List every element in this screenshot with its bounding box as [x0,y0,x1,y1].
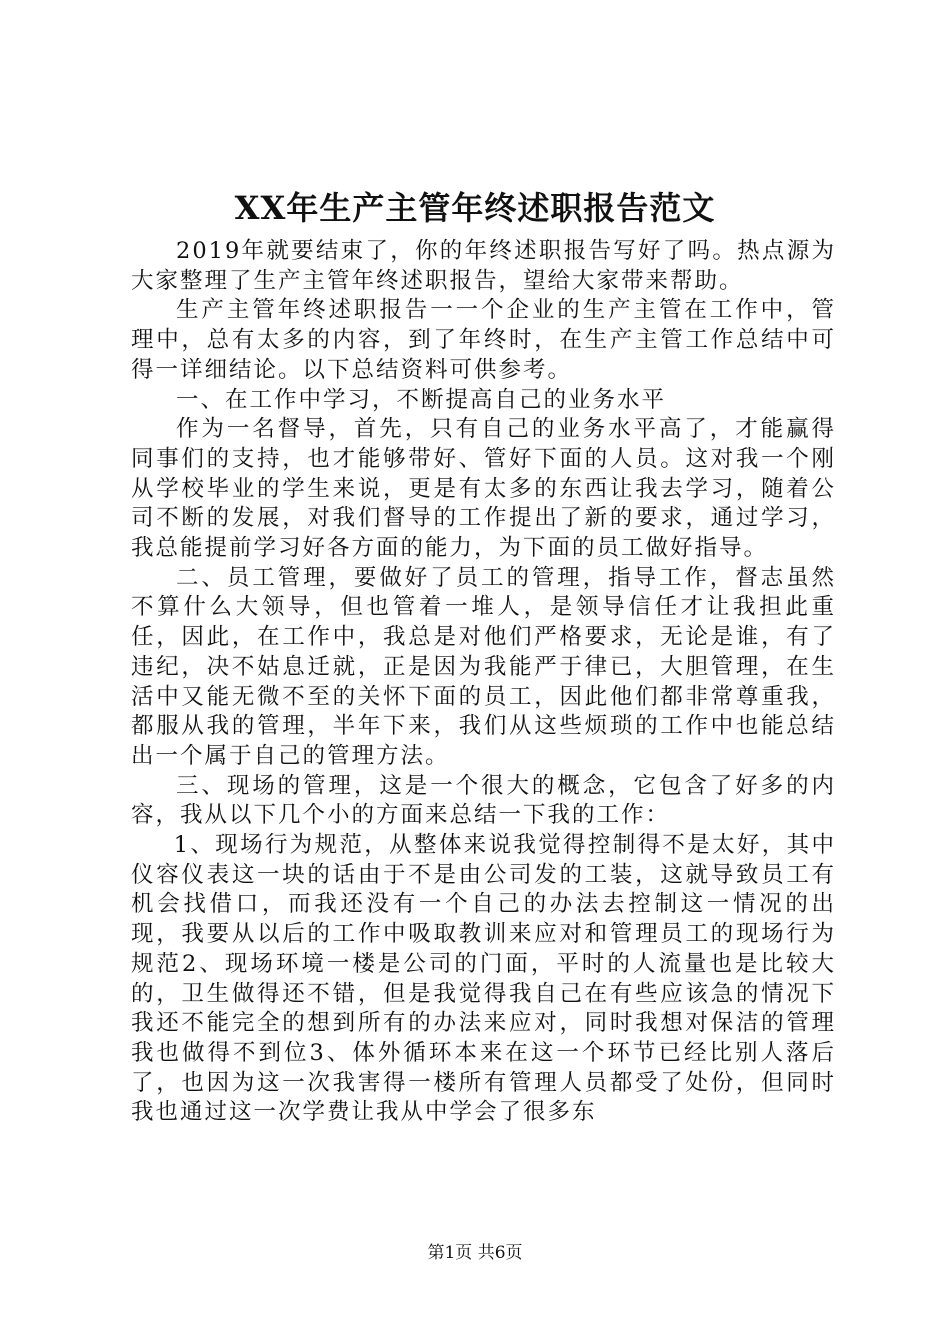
page-number: 第1页 共6页 [427,1243,523,1263]
paragraph-section-3-items: 1、现场行为规范，从整体来说我觉得控制得不是太好，其中仪容仪表这一块的话由于不是由公司发的工装，这就导致员工有机会找借口，而我还没有一个自己的办法去控制这一情况的出现，我要从以后的工作中吸取教训来应对和管理员工的现场行为规范2、现场环境一楼是公司的门面，平时的人流量也是比较大的，卫生做得还不错，但是我觉得我自己在有些应该急的情况下我还不能完全的想到所有的办法来应对，同时我想对保洁的管理我也做得不到位3、体外循环本来在这一个环节已经比别人落后了，也因为这一次我害得一楼所有管理人员都受了处份，但同时我也通过这一次学费让我从中学会了很多东 [131,832,836,1126]
paragraph-section-1: 作为一名督导，首先，只有自己的业务水平高了，才能赢得同事们的支持，也才能够带好、管好下面的人员。这对我一个刚从学校毕业的学生来说，更是有太多的东西让我去学习，随着公司不断的发展，对我们督导的工作提出了新的要求，通过学习，我总能提前学习好各方面的能力，为下面的员工做好指导。 [131,416,836,562]
section-heading-1: 一、在工作中学习，不断提高自己的业务水平 [176,386,667,413]
paragraph-section-3: 三、现场的管理，这是一个很大的概念，它包含了好多的内容，我从以下几个小的方面来总结一下我的工作： [131,772,836,829]
paragraph-intro: 2019年就要结束了，你的年终述职报告写好了吗。热点源为大家整理了生产主管年终述职报告，望给大家带来帮助。 [131,238,836,294]
document-title: XX年生产主管年终述职报告范文 [234,189,716,227]
paragraph-section-2: 二、员工管理，要做好了员工的管理，指导工作，督志虽然不算什么大领导，但也管着一堆人，是领导信任才让我担此重任，因此，在工作中，我总是对他们严格要求，无论是谁，有了违纪，决不姑息迁就，正是因为我能严于律已，大胆管理，在生活中又能无微不至的关怀下面的员工，因此他们都非常尊重我，都服从我的管理，半年下来，我们从这些烦琐的工作中也能总结出一个属于自己的管理方法。 [131,564,836,769]
document-body [131,237,836,1128]
paragraph-overview: 生产主管年终述职报告一一个企业的生产主管在工作中，管理中，总有太多的内容，到了年终时，在生产主管工作总结中可得一详细结论。以下总结资料可供参考。 [131,297,836,383]
